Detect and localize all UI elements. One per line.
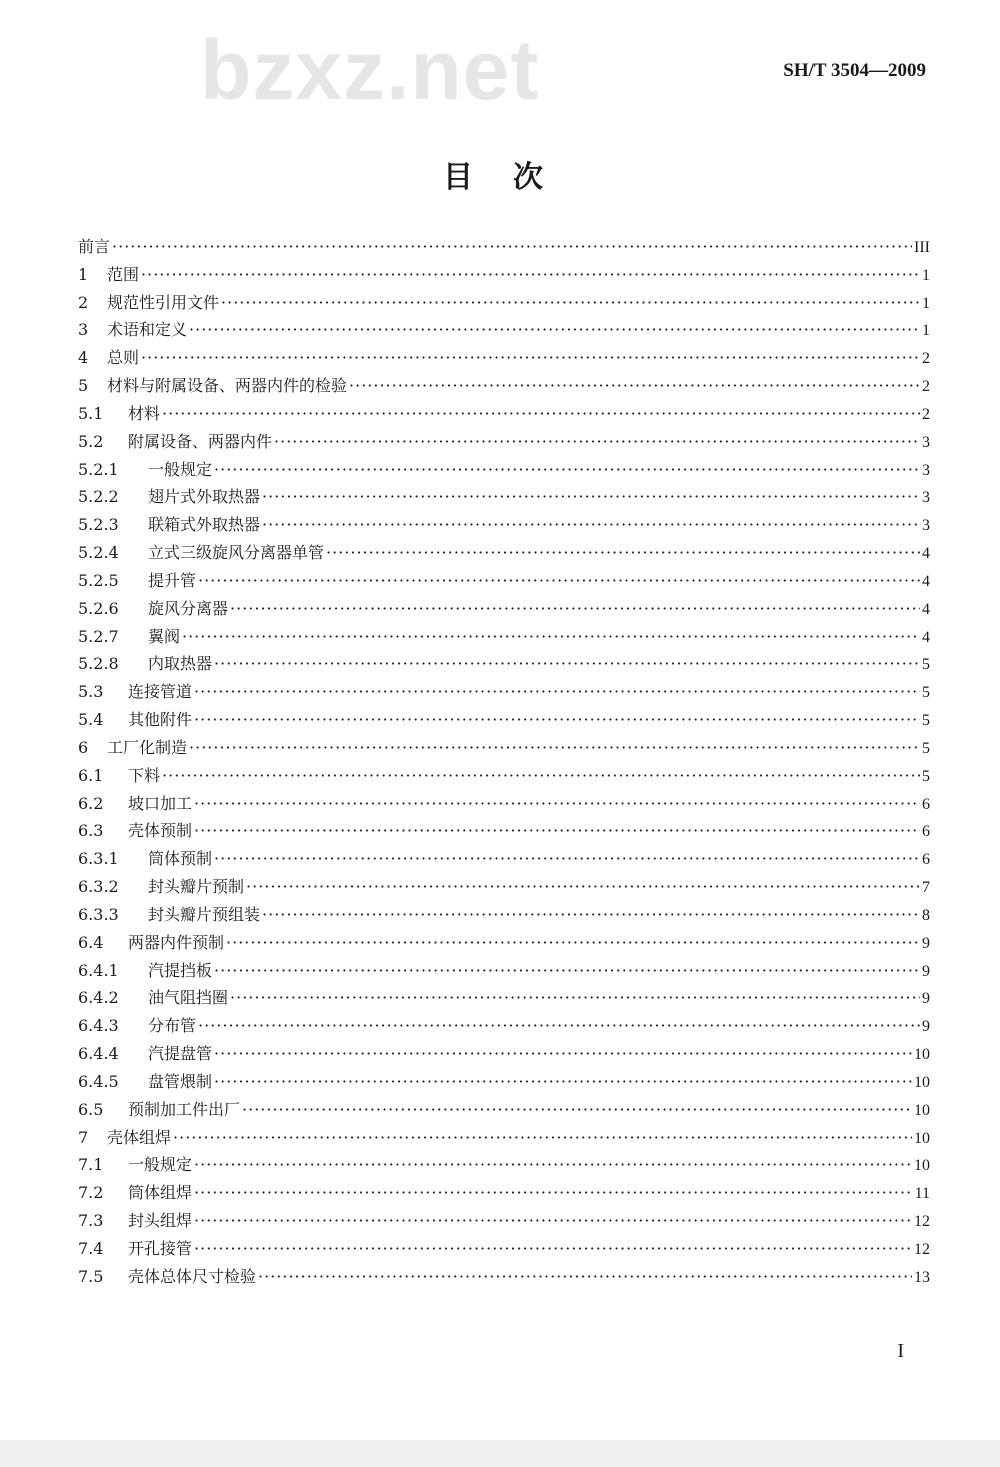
toc-entry-number: 6 [78,737,89,757]
toc-entry[interactable] [78,540,930,568]
toc-leader-dots [198,571,920,590]
toc-entry-page: 6 [922,823,930,841]
toc-entry-title: 规范性引用文件 [107,292,220,312]
toc-entry-title: 一般规定 [128,1155,193,1175]
toc-entry-title: 坡口加工 [128,793,193,813]
toc-leader-dots [194,794,920,813]
toc-entry[interactable] [78,651,930,679]
toc-entry-title: 盘管煨制 [148,1071,213,1091]
toc-leader-dots [262,487,920,506]
toc-entry-title: 总则 [107,348,140,368]
toc-entry-title: 汽提盘管 [148,1044,213,1064]
toc-entry-page: 1 [922,266,930,284]
toc-entry-page: 5 [922,656,930,674]
toc-entry-page: 2 [922,378,930,396]
standard-number: SH/T 3504—2009 [783,60,926,81]
toc-entry[interactable] [78,373,930,401]
toc-entry[interactable] [78,1208,930,1236]
toc-entry[interactable] [78,791,930,819]
toc-entry-title: 工厂化制造 [107,737,188,757]
toc-entry-title: 范围 [107,264,140,284]
toc-entry[interactable] [78,484,930,512]
toc-entry[interactable] [78,707,930,735]
toc-entry-title: 翅片式外取热器 [148,487,261,507]
toc-entry-page: 4 [922,628,930,646]
toc-entry-page: 6 [922,795,930,813]
toc-entry-number: 5.2.8 [78,654,119,674]
toc-entry-number: 5 [78,376,89,396]
toc-entry-number: 5.3 [78,682,104,702]
toc-entry-number: 5.2.2 [78,487,119,507]
toc-entry[interactable] [78,568,930,596]
toc-leader-dots [214,1072,912,1091]
toc-entry[interactable] [78,763,930,791]
toc-entry-number: 6.1 [78,765,104,785]
toc-entry-title: 汽提挡板 [148,960,213,980]
watermark: bzxz.net [200,23,540,117]
toc-entry-page: 4 [922,545,930,563]
toc-entry-title: 提升管 [148,570,197,590]
toc-entry-number: 7.2 [78,1183,104,1203]
toc-entry-title: 预制加工件出厂 [128,1099,241,1119]
toc-entry-page: 3 [922,433,930,451]
toc-entry[interactable] [78,401,930,429]
toc-entry[interactable] [78,902,930,930]
toc-entry-number: 2 [78,292,89,312]
toc-entry[interactable] [78,234,930,262]
toc-entry-number: 7.3 [78,1210,104,1230]
toc-leader-dots [214,849,920,868]
toc-entry-title: 封头组焊 [128,1210,193,1230]
toc-entry-title: 两器内件预制 [128,932,225,952]
toc-leader-dots [189,738,920,757]
toc-leader-dots [214,460,920,479]
toc-entry[interactable] [78,1097,930,1125]
toc-entry[interactable] [78,1069,930,1097]
toc-leader-dots [162,766,920,785]
toc-entry[interactable] [78,735,930,763]
toc-entry-number: 6.4.5 [78,1071,119,1091]
toc-entry-title: 下料 [128,765,161,785]
toc-entry-number: 6.5 [78,1099,104,1119]
toc-entry-page: III [914,239,930,256]
viewer-bottom-bar [0,1440,1000,1467]
toc-entry-number: 6.4.1 [78,960,119,980]
toc-entry-title: 联箱式外取热器 [148,515,261,535]
toc-leader-dots [182,627,920,646]
toc-entry-page: 10 [914,1046,930,1064]
toc-entry-title: 壳体总体尺寸检验 [128,1266,257,1286]
toc-leader-dots [194,1183,913,1202]
toc-entry[interactable] [78,818,930,846]
toc-entry[interactable] [78,262,930,290]
toc-entry-title: 前言 [78,237,111,256]
toc-entry-page: 10 [914,1129,930,1147]
toc-entry-title: 分布管 [148,1016,197,1036]
toc-entry-title: 旋风分离器 [148,598,229,618]
toc-entry[interactable] [78,985,930,1013]
toc-leader-dots [194,710,920,729]
toc-entry-page: 5 [922,712,930,730]
toc-entry-number: 6.3.2 [78,877,119,897]
toc-entry[interactable] [78,1013,930,1041]
toc-leader-dots [226,933,920,952]
page-title: 目次 [443,160,583,195]
toc-entry-page: 4 [922,572,930,590]
toc-entry-title: 材料与附属设备、两器内件的检验 [107,376,348,396]
toc-entry-page: 13 [914,1268,930,1286]
toc-entry-number: 3 [78,320,89,340]
toc-entry[interactable] [78,1125,930,1153]
toc-leader-dots [230,988,920,1007]
toc-entry[interactable] [78,958,930,986]
toc-entry-title: 材料 [128,403,161,423]
toc-entry-number: 7 [78,1127,89,1147]
toc-entry-title: 封头瓣片预制 [148,877,245,897]
toc-entry[interactable] [78,345,930,373]
toc-leader-dots [214,961,920,980]
toc-leader-dots [242,1100,912,1119]
toc-entry-page: 1 [922,294,930,312]
toc-leader-dots [194,682,920,701]
toc-entry[interactable] [78,846,930,874]
toc-entry-number: 5.2.7 [78,626,119,646]
toc-entry[interactable] [78,930,930,958]
toc-entry-title: 连接管道 [128,682,193,702]
toc-leader-dots [198,1016,920,1035]
toc-entry-number: 6.2 [78,793,104,813]
toc-entry-page: 9 [922,962,930,980]
toc-leader-dots [194,1239,912,1258]
toc-entry-number: 1 [78,264,89,284]
toc-entry-page: 1 [922,322,930,340]
toc-entry-title: 筒体预制 [148,849,213,869]
toc-entry-page: 2 [922,350,930,368]
toc-entry-title: 油气阻挡圈 [148,988,229,1008]
toc-entry-number: 5.2.5 [78,570,119,590]
toc-entry-page: 3 [922,517,930,535]
toc-leader-dots [262,905,920,924]
toc-entry[interactable] [78,317,930,345]
toc-entry-page: 4 [922,600,930,618]
toc-entry-number: 5.1 [78,403,104,423]
toc-entry[interactable] [78,679,930,707]
toc-leader-dots [141,348,920,367]
toc-leader-dots [194,821,920,840]
toc-entry[interactable] [78,1264,930,1292]
toc-entry-page: 3 [922,461,930,479]
toc-entry-number: 4 [78,348,89,368]
toc-leader-dots [230,599,920,618]
toc-entry-page: 5 [922,684,930,702]
toc-entry[interactable] [78,874,930,902]
toc-entry-page: 10 [914,1157,930,1175]
toc-entry[interactable] [78,457,930,485]
toc-entry-number: 6.3.1 [78,849,119,869]
toc-entry-page: 11 [914,1185,930,1203]
toc-leader-dots [189,320,920,339]
toc-entry-number: 6.3.3 [78,904,119,924]
toc-entry-title: 壳体预制 [128,821,193,841]
toc-entry[interactable] [78,596,930,624]
toc-entry[interactable] [78,512,930,540]
toc-leader-dots [349,376,920,395]
toc-leader-dots [262,515,920,534]
toc-leader-dots [162,404,920,423]
toc-leader-dots [326,543,920,562]
toc-leader-dots [194,1155,912,1174]
page-number: I [897,1340,904,1362]
toc-entry-title: 一般规定 [148,459,213,479]
toc-entry-page: 9 [922,990,930,1008]
toc-entry[interactable] [78,1180,930,1208]
toc-entry-page: 10 [914,1073,930,1091]
toc-entry-title: 开孔接管 [128,1238,193,1258]
toc-entry[interactable] [78,1236,930,1264]
toc-leader-dots [194,1211,912,1230]
toc-entry-number: 6.4.4 [78,1044,119,1064]
toc-entry-number: 7.5 [78,1266,104,1286]
toc-entry-number: 6.4.3 [78,1016,119,1036]
toc-leader-dots [221,293,920,312]
toc-entry-page: 12 [914,1212,930,1230]
toc-entry-page: 2 [922,405,930,423]
table-of-contents [78,234,930,1291]
toc-entry[interactable] [78,429,930,457]
toc-entry-title: 筒体组焊 [128,1183,193,1203]
toc-entry-title: 内取热器 [148,654,213,674]
toc-entry-number: 5.2.3 [78,515,119,535]
toc-leader-dots [214,1044,912,1063]
toc-entry-number: 7.1 [78,1155,104,1175]
toc-entry-number: 6.3 [78,821,104,841]
toc-entry-page: 3 [922,489,930,507]
toc-entry-number: 6.4 [78,932,104,952]
toc-entry-title: 其他附件 [128,710,193,730]
toc-entry-page: 5 [922,739,930,757]
toc-entry-title: 立式三级旋风分离器单管 [148,543,325,563]
toc-entry-page: 12 [914,1240,930,1258]
toc-entry-title: 壳体组焊 [107,1127,172,1147]
toc-entry-page: 8 [922,906,930,924]
toc-leader-dots [274,432,920,451]
toc-entry-title: 附属设备、两器内件 [128,431,273,451]
toc-entry-number: 5.2.4 [78,543,119,563]
toc-entry-number: 7.4 [78,1238,104,1258]
toc-entry-page: 6 [922,851,930,869]
toc-entry-number: 6.4.2 [78,988,119,1008]
toc-leader-dots [173,1128,912,1147]
toc-entry-title: 封头瓣片预组装 [148,904,261,924]
toc-leader-dots [141,265,920,284]
toc-entry-page: 10 [914,1101,930,1119]
toc-leader-dots [258,1267,912,1286]
toc-leader-dots [214,654,920,673]
toc-entry[interactable] [78,290,930,318]
toc-entry-number: 5.2 [78,431,104,451]
toc-entry[interactable] [78,624,930,652]
toc-leader-dots [112,237,912,256]
toc-entry-page: 9 [922,934,930,952]
toc-entry-title: 翼阀 [148,626,181,646]
toc-entry-page: 5 [922,767,930,785]
toc-entry-number: 5.2.6 [78,598,119,618]
toc-entry-number: 5.4 [78,710,104,730]
toc-entry-page: 9 [922,1018,930,1036]
toc-entry-title: 术语和定义 [107,320,188,340]
toc-entry-number: 5.2.1 [78,459,119,479]
toc-entry[interactable] [78,1041,930,1069]
toc-entry-page: 7 [922,879,930,897]
toc-entry[interactable] [78,1152,930,1180]
toc-leader-dots [246,877,920,896]
